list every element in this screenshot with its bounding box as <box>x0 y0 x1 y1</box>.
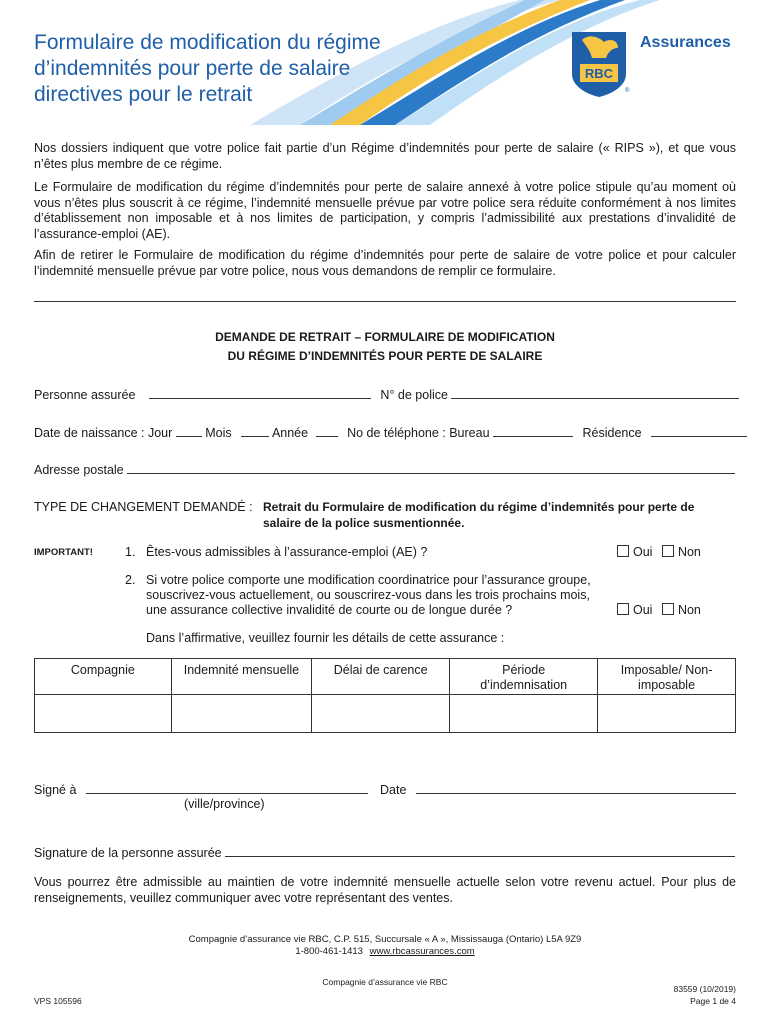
page-header <box>0 0 770 125</box>
column-header-company: Compagnie <box>35 659 172 695</box>
footer-website-link[interactable]: www.rbcassurances.com <box>369 946 475 957</box>
change-type-value-line-2: salaire de la police susmentionnée. <box>263 516 465 530</box>
form-title-line-3: directives pour le retrait <box>34 83 253 106</box>
question-2-no-label: Non <box>677 603 701 617</box>
question-1-no-label: Non <box>677 545 701 559</box>
birth-date-day-label: Date de naissance : Jour <box>34 426 173 440</box>
birth-date-phone-row <box>34 425 747 440</box>
office-phone-field[interactable] <box>493 425 573 437</box>
question-2-line-2: souscrivez-vous actuellement, ou souscrirez-vous dans les trois prochains mois, <box>146 588 590 602</box>
form-title-line-2: d’indemnités pour perte de salaire <box>34 57 351 80</box>
insurance-details-table <box>34 658 736 733</box>
question-1-options <box>617 545 707 559</box>
intro-paragraph-3: Afin de retirer le Formulaire de modification du régime d’indemnités pour perte de salaire de votre police et pour calculer l’indemnité mensuelle prévue par votre police, nous vous demandons de remplir ce formulaire. <box>34 248 736 278</box>
svg-text:®: ® <box>625 88 630 94</box>
policy-number-field[interactable] <box>451 387 739 399</box>
footer-phone: 1-800-461-1413 <box>295 946 363 957</box>
footer-address: Compagnie d’assurance vie RBC, C.P. 515, Succursale « A », Mississauga (Ontario) L5A 9Z9 <box>188 934 582 945</box>
footer-company: Compagnie d’assurance vie RBC <box>322 977 448 987</box>
rbc-logo <box>568 30 630 98</box>
question-2-no-checkbox[interactable] <box>662 603 674 615</box>
table-header-row <box>35 659 736 695</box>
change-type-value-line-1: Retrait du Formulaire de modification du régime d’indemnités pour perte de <box>263 500 695 514</box>
date-row <box>380 782 736 797</box>
residence-phone-label: Résidence <box>582 426 642 440</box>
date-label: Date <box>380 783 407 797</box>
question-2-line-1: Si votre police comporte une modification coordinatrice pour l’assurance groupe, <box>146 573 591 587</box>
signed-at-label: Signé à <box>34 783 77 797</box>
mailing-address-label: Adresse postale <box>34 463 124 477</box>
column-header-benefit-period: Période d’indemnisation <box>450 659 598 695</box>
signature-label: Signature de la personne assurée <box>34 846 222 860</box>
brand-name: Assurances <box>640 34 731 51</box>
signed-at-field[interactable] <box>86 782 368 794</box>
column-header-taxable: Imposable/ Non-imposable <box>598 659 736 695</box>
waiting-period-cell[interactable] <box>312 695 450 733</box>
column-header-monthly-benefit: Indemnité mensuelle <box>171 659 311 695</box>
question-1-yes-label: Oui <box>633 545 653 559</box>
mailing-address-row <box>34 462 735 477</box>
signature-row <box>34 845 735 860</box>
question-1-text: Êtes-vous admissibles à l’assurance-emploi (AE) ? <box>146 545 428 559</box>
form-title <box>34 30 381 108</box>
mailing-address-field[interactable] <box>127 462 735 474</box>
signed-at-row <box>34 782 368 797</box>
footer-form-number: 83559 (10/2019) <box>673 984 736 994</box>
policy-number-label: N° de police <box>380 388 448 402</box>
birth-date-day-field[interactable] <box>176 425 202 437</box>
question-2-yes-label: Oui <box>633 603 653 617</box>
important-label: IMPORTANT! <box>34 547 93 558</box>
question-1-yes-checkbox[interactable] <box>617 545 629 557</box>
question-2-options <box>617 603 707 617</box>
table-row <box>35 695 736 733</box>
birth-date-year-label: Année <box>271 426 309 440</box>
residence-phone-field[interactable] <box>651 425 747 437</box>
taxable-cell[interactable] <box>598 695 736 733</box>
signature-field[interactable] <box>225 845 735 857</box>
change-type-label: TYPE DE CHANGEMENT DEMANDÉ : <box>34 500 253 514</box>
footer-page-number: Page 1 de 4 <box>690 996 736 1006</box>
form-section-title-line-2: DU RÉGIME D’INDEMNITÉS POUR PERTE DE SALAIRE <box>227 349 543 363</box>
intro-paragraph-2: Le Formulaire de modification du régime d’indemnités pour perte de salaire annexé à votre police stipule qu’au moment où vous n’êtes plus souscrit à ce régime, l’indemnité mensuelle prévue par votre police sera réduite conformément à nos limites d’établissement non imposable et à nos limites de participation, y compris l’admissibilité aux prestations d’invalidité de l’assurance-emploi (AE). <box>34 180 736 241</box>
benefit-period-cell[interactable] <box>450 695 598 733</box>
footer-contact <box>0 946 770 957</box>
question-1-no-checkbox[interactable] <box>662 545 674 557</box>
question-2-number: 2. <box>125 573 136 587</box>
column-header-waiting-period: Délai de carence <box>312 659 450 695</box>
insured-person-field[interactable] <box>149 387 371 399</box>
intro-paragraph-1: Nos dossiers indiquent que votre police fait partie d’un Régime d’indemnités pour perte de salaire (« RIPS »), et que vous n’êtes plus membre de ce régime. <box>34 141 736 171</box>
insured-person-label: Personne assurée <box>34 388 136 402</box>
birth-date-month-field[interactable] <box>241 425 269 437</box>
birth-date-year-field[interactable] <box>316 425 338 437</box>
closing-paragraph: Vous pourrez être admissible au maintien de votre indemnité mensuelle actuelle selon votre revenu actuel. Pour plus de renseignements, veuillez communiquer avec votre représentant des ventes. <box>34 875 736 905</box>
form-section-title-line-1: DEMANDE DE RETRAIT – FORMULAIRE DE MODIFICATION <box>215 330 555 344</box>
section-divider <box>34 301 736 302</box>
details-prompt: Dans l’affirmative, veuillez fournir les détails de cette assurance : <box>146 631 505 645</box>
footer-form-code: VPS 105596 <box>34 996 82 1006</box>
company-cell[interactable] <box>35 695 172 733</box>
logo-text: RBC <box>584 66 614 81</box>
birth-date-month-label: Mois <box>205 426 232 440</box>
city-province-hint: (ville/province) <box>184 797 265 811</box>
date-field[interactable] <box>416 782 736 794</box>
monthly-benefit-cell[interactable] <box>171 695 311 733</box>
question-2-yes-checkbox[interactable] <box>617 603 629 615</box>
question-1-number: 1. <box>125 545 136 559</box>
insured-person-row <box>34 387 739 402</box>
office-phone-label: No de téléphone : Bureau <box>347 426 490 440</box>
form-title-line-1: Formulaire de modification du régime <box>34 31 381 54</box>
question-2-line-3: une assurance collective invalidité de courte ou de longue durée ? <box>146 603 513 617</box>
